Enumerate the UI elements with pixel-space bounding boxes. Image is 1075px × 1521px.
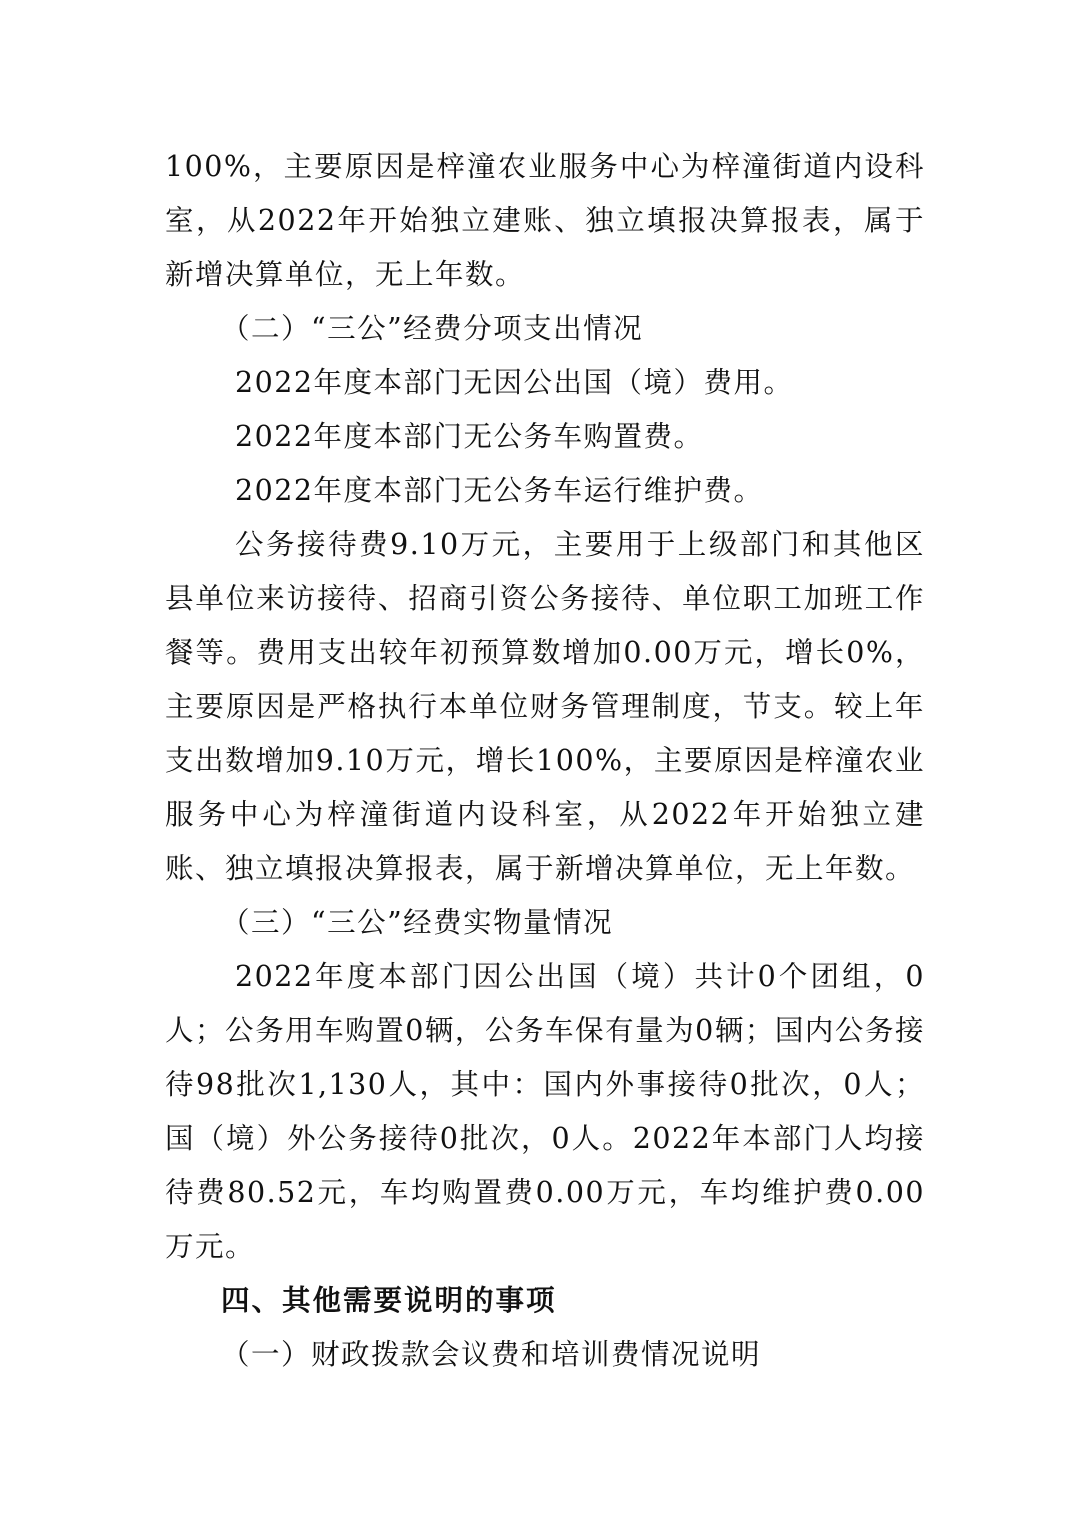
paragraph-vehicle-maintenance: 2022年度本部门无公务车运行维护费。 <box>235 474 764 507</box>
subheading-meeting-training: （一）财政拨款会议费和培训费情况说明 <box>221 1338 762 1371</box>
paragraph-overseas-travel: 2022年度本部门无因公出国（境）费用。 <box>235 366 794 399</box>
paragraph-physical-quantity: 2022年度本部门因公出国（境）共计0个团组，0人；公务用车购置0辆，公务车保有量为0辆；国内公务接待98批次1,130人，其中：国内外事接待0批次，0人；国（境）外公务接待0批次，0人。2022年本部门人均接待费80.52元，车均购置费0.00万元，车均维护费0.00万元。 <box>165 960 925 1263</box>
section-heading-other-matters: 四、其他需要说明的事项 <box>221 1284 557 1317</box>
document-body <box>165 140 925 1382</box>
subheading-three-public-itemized: （二）“三公”经费分项支出情况 <box>221 312 644 345</box>
paragraph-reception-expense: 公务接待费9.10万元，主要用于上级部门和其他区县单位来访接待、招商引资公务接待、单位职工加班工作餐等。费用支出较年初预算数增加0.00万元，增长0%，主要原因是严格执行本单位财务管理制度，节支。较上年支出数增加9.10万元，增长100%，主要原因是梓潼农业服务中心为梓潼街道内设科室，从2022年开始独立建账、独立填报决算报表，属于新增决算单位，无上年数。 <box>165 528 925 885</box>
subheading-three-public-physical: （三）“三公”经费实物量情况 <box>221 906 614 939</box>
paragraph-continuation: 100%，主要原因是梓潼农业服务中心为梓潼街道内设科室，从2022年开始独立建账、独立填报决算报表，属于新增决算单位，无上年数。 <box>165 150 925 291</box>
paragraph-vehicle-purchase: 2022年度本部门无公务车购置费。 <box>235 420 704 453</box>
